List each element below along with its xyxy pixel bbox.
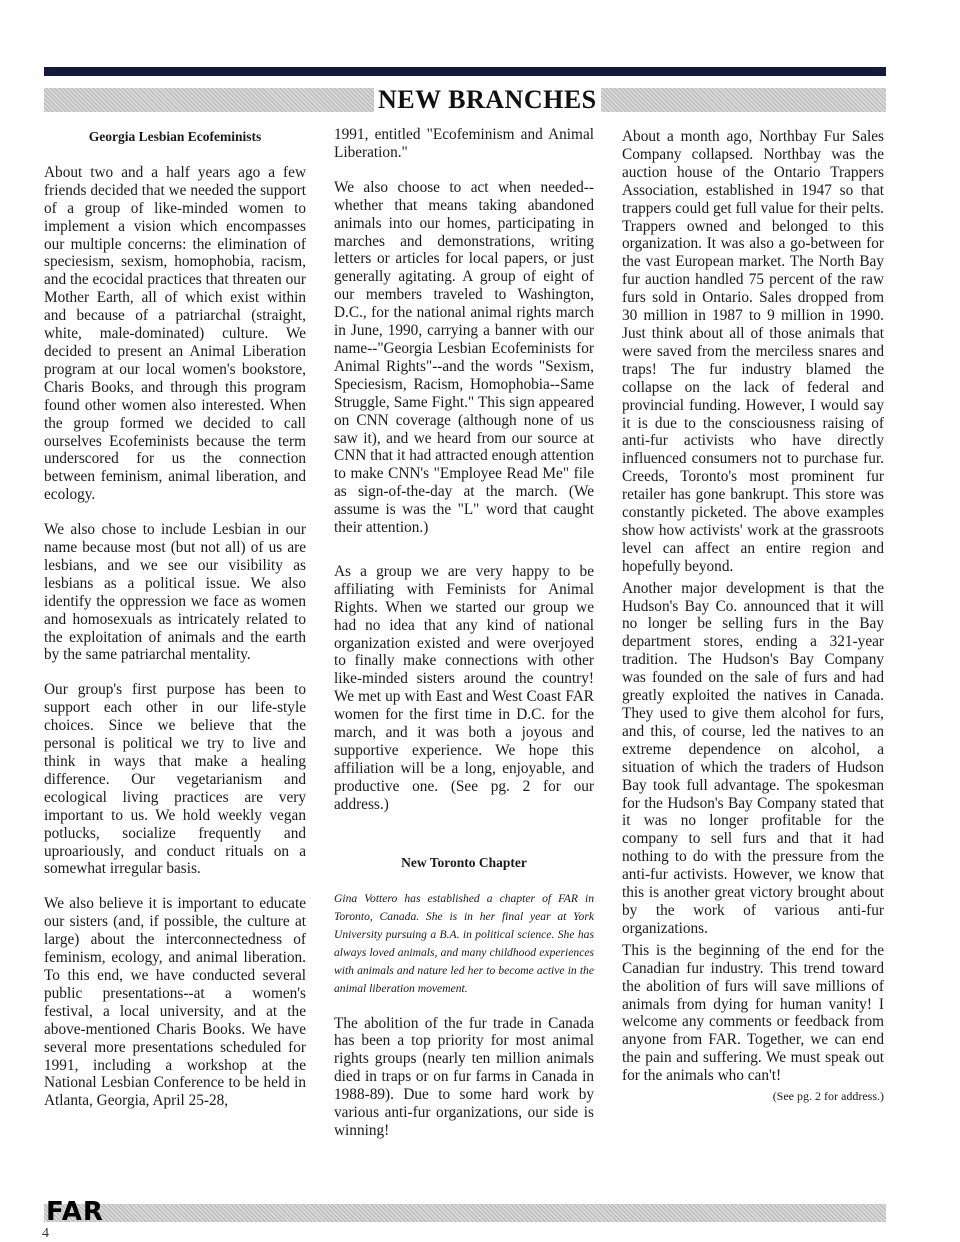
toronto-intro: Gina Vottero has established a chapter of FAR in Toronto, Canada. She is in her final year at York University pursuing a B.A. in political science. She has always loved animals, and many childhood experiences with animals and nature led her to become active in the animal liberation movement. bbox=[334, 891, 594, 995]
toronto-paragraph-3: Another major development is that the Hudson's Bay Co. announced that it will no longer be selling furs in the Bay department stores, ending a 321-year tradition. The Hudson's Bay Company was founded on the sale of furs and had greatly exploited the natives in Canada. They used to give them alcohol for furs, and this, of course, led the natives to an extreme dependence on alcohol, a situation of which the traders of Hudson Bay took full advantage. The spokesman for the Hudson's Bay Company stated that it was no longer profitable for the company to sell furs and that it had nothing to do with the pressure from the anti-fur activists. However, we know that this is another great victory brought about by the work of various anti-fur organizations. bbox=[622, 579, 884, 937]
column-3 bbox=[622, 128, 884, 1108]
georgia-paragraph-1: About two and a half years ago a few friends decided that we needed the support of a group of like-minded women to implement a vision which encompasses our multiple concerns: the elimination of speciesism, sexism, homophobia, racism, and the ecocidal practices that threaten our Mother Earth, all of which exist within and because of a patriarchal (straight, white, male-dominated) culture. We decided to present an Animal Liberation program at our local women's bookstore, Charis Books, and through this program found other women also interested. When the group formed we decided to call ourselves Ecofeminists because the term underscored for us the connection between feminism, animal liberation, and ecology. bbox=[44, 163, 306, 504]
see-page-note: (See pg. 2 for address.) bbox=[772, 1089, 884, 1104]
georgia-paragraph-7: As a group we are very happy to be affiliating with Feminists for Animal Rights. When we started our group we had no idea that any kind of national organization existed and were overjoyed to finally make connections with other like-minded sisters around the country! We met up with East and West Coast FAR women for the first time in D.C. for the march, and it was both a joyous and supportive experience. We hope this affiliation will be a long, enjoyable, and productive one. (See pg. 2 for our address.) bbox=[334, 562, 594, 813]
column-1 bbox=[44, 126, 306, 1127]
georgia-heading: Georgia Lesbian Ecofeminists bbox=[88, 129, 262, 144]
far-logo: FAR bbox=[46, 1197, 104, 1227]
toronto-paragraph-4: This is the beginning of the end for the Canadian fur industry. This trend toward the abolition of furs will save millions of animals from dying for human vanity! I welcome any comments or feedback from anyone from FAR. Together, we can end the pain and suffering. We must speak out for the animals who can't! bbox=[622, 941, 884, 1085]
toronto-heading: New Toronto Chapter bbox=[401, 854, 527, 870]
toronto-paragraph-2: About a month ago, Northbay Fur Sales Company collapsed. Northbay was the auction house of the Ontario Trappers Association, established in 1947 so that trappers could get full value for their pelts. Trappers owned and belonged to this organization. It was also a go-between for the vast European market. The North Bay fur auction handled 75 percent of the raw furs sold in Ontario. Sales dropped from 30 million in 1987 to 9 million in 1990. Just think about all of those animals that were saved from the merciless snares and traps! The fur industry blamed the collapse on the lack of federal and provincial funding. However, I would say it is due to the consciousness raising of anti-fur activists who have directly influenced consumers not to purchase fur. Creeds, Toronto's most prominent fur retailer has gone bankrupt. This store was constantly picketed. The above examples show how activists' work at the grassroots level can affect an entire region and hopefully beyond. bbox=[622, 128, 884, 575]
toronto-paragraph-1: The abolition of the fur trade in Canada has been a top priority for most animal rights groups (nearly ten million animals died in traps or on fur farms in Canada in 1988-89). Due to some hard work by various anti-fur organizations, our side is winning! bbox=[334, 1014, 594, 1139]
georgia-paragraph-6: We also choose to act when needed--whether that means taking abandoned animals into our homes, participating in marches and demonstrations, writing letters or articles for local papers, or just generally agitating. A group of eight of our members traveled to Washington, D.C., for the national animal rights march in June, 1990, carrying a banner with our name--"Georgia Lesbian Ecofeminists for Animal Rights"--and the words "Sexism, Speciesism, Racism, Homophobia--Same Struggle, Same Fight." This sign appeared on CNN coverage (although none of us saw it), and we heard from our source at CNN that it had attracted enough attention to make CNN's "Employee Read Me" file as sign-of-the-day at the march. (We assume is was the "L" word that caught their attention.) bbox=[334, 178, 594, 537]
section-title: NEW BRANCHES bbox=[374, 84, 601, 116]
georgia-paragraph-3: Our group's first purpose has been to support each other in our life-style choices. Since we believe that the personal is political we try to live and think in ways that make a healing difference. Our vegetarianism and ecological living practices are very important to us. We hold weekly vegan potlucks, socialize frequently and uproariously, and conduct rituals on a somewhat irregular basis. bbox=[44, 681, 306, 878]
page-number: 4 bbox=[42, 1226, 49, 1241]
footer-band bbox=[44, 1204, 886, 1222]
top-rule bbox=[44, 67, 886, 76]
georgia-paragraph-5: 1991, entitled "Ecofeminism and Animal Liberation." bbox=[334, 126, 594, 161]
column-2 bbox=[334, 126, 594, 1157]
georgia-paragraph-2: We also chose to include Lesbian in our name because most (but not all) of us are lesbians, and we see our visibility as lesbians as a political issue. We also identify the oppression we face as women and homosexuals as intricately related to the exploitation of animals and the earth by the same patriarchal mentality. bbox=[44, 521, 306, 664]
georgia-paragraph-4: We also believe it is important to educate our sisters (and, if possible, the culture at large) about the interconnectedness of feminism, ecology, and animal liberation. To this end, we have conducted several public presentations--at a women's festival, a local university, and at the above-mentioned Charis Books. We have several more presentations scheduled for 1991, including a workshop at the National Lesbian Conference to be held in Atlanta, Georgia, April 25-28, bbox=[44, 895, 306, 1110]
